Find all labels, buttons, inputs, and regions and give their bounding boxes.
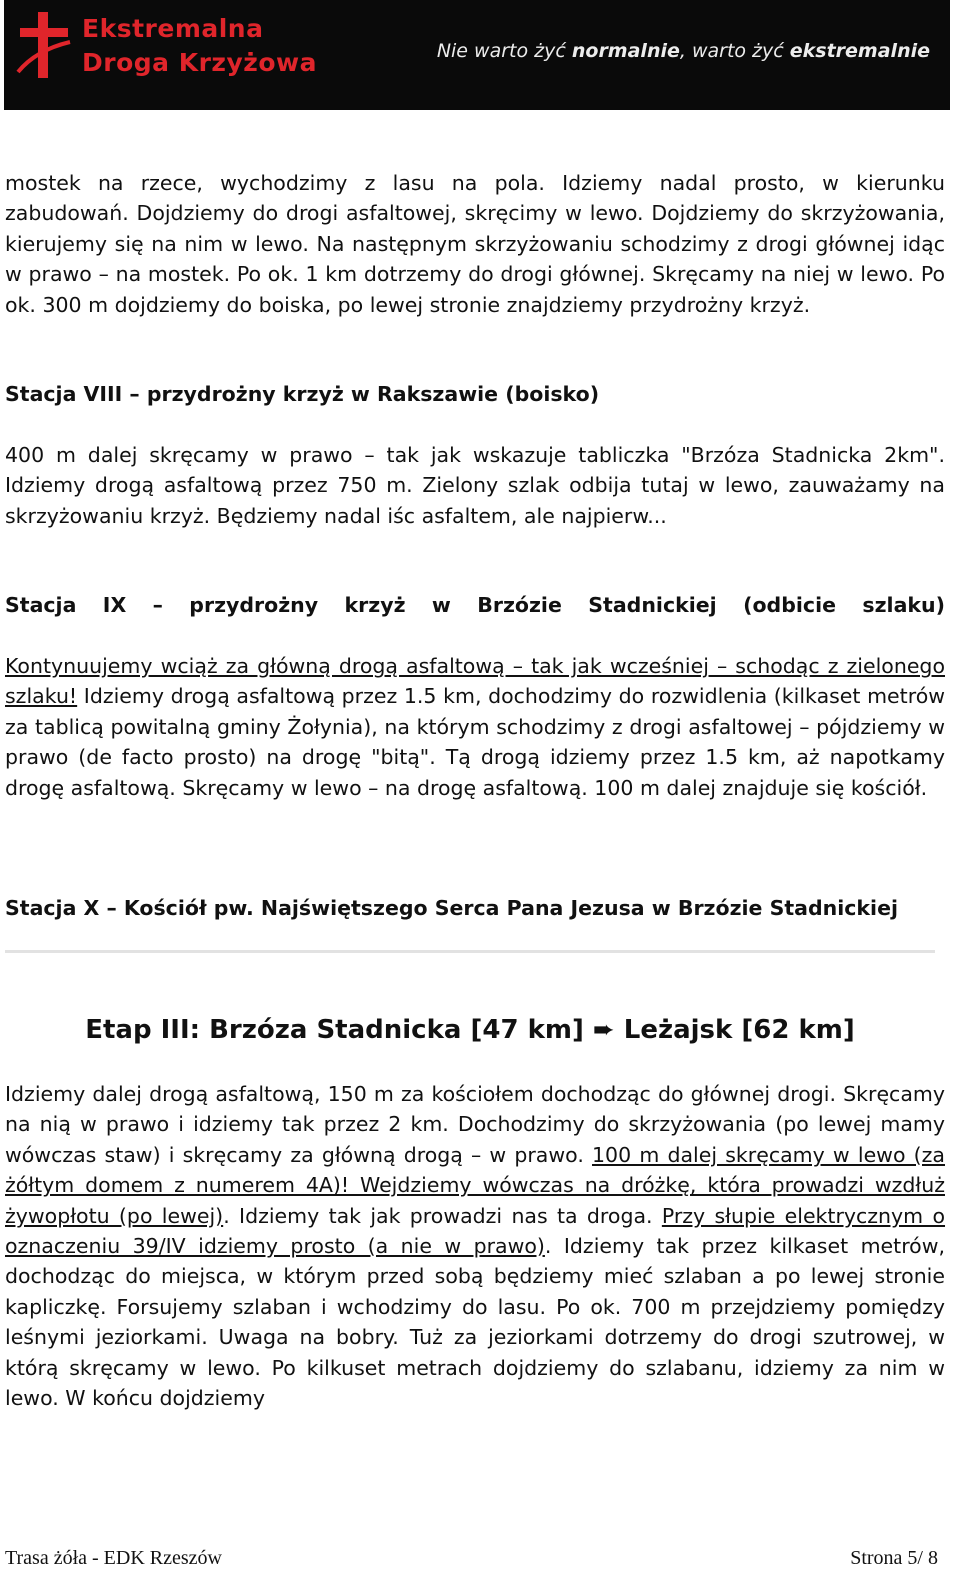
underlined-instruction: Kontynuujemy wciąż za główną drogą asfaltową – tak jak wcześniej – schodąc z zielonego szlaku! (5, 654, 945, 709)
logo-title-line2: Droga Krzyżowa (82, 48, 317, 77)
header-banner (4, 0, 950, 110)
heading-station-ix: Stacja IX – przydrożny krzyż w Brzózie Stadnickiej (odbicie szlaku) (5, 593, 945, 617)
paragraph-route-3: Kontynuujemy wciąż za główną drogą asfaltową – tak jak wcześniej – schodąc z zielonego szlaku! Idziemy drogą asfaltową przez 1.5 km, dochodzimy do rozwidlenia (kilkaset metrów za tablicą powitalną gminy Żołynia), na którym schodzimy z drogi asfaltowej – pójdziemy w prawo (de facto prosto) na drogę "bitą". Tą drogą idziemy przez 1.5 km, aż napotkamy drogę asfaltową. Skręcamy w lewo – na drogę asfaltową. 100 m dalej znajduje się kościół. (5, 654, 945, 800)
arrow-right-icon: ➨ (592, 1015, 615, 1045)
heading-station-viii: Stacja VIII – przydrożny krzyż w Rakszawie (boisko) (5, 382, 600, 406)
footer-document-title: Trasa żóła - EDK Rzeszów (5, 1547, 222, 1569)
footer-page-number: Strona 5/ 8 (850, 1547, 938, 1569)
logo-title-line1: Ekstremalna (82, 14, 264, 43)
cross-logo-icon (16, 12, 72, 78)
underlined-instruction: Przy słupie elektrycznym o oznaczeniu 39/IV idziemy prosto (a nie w prawo) (5, 1203, 946, 1259)
stage-heading: Etap III: Brzóza Stadnicka [47 km] ➨ Leżajsk [62 km] (85, 1015, 855, 1045)
section-divider (5, 950, 935, 953)
paragraph-route-4: Idziemy dalej drogą asfaltową, 150 m za kościołem dochodząc do głównej drogi. Skręcamy na nią w prawo i idziemy tak przez 2 km. Dochodzimy do skrzyżowania (po lewej mamy wówczas staw) i skręcamy za główną drogą – w prawo. 100 m dalej skręcamy w lewo (za żółtym domem z numerem 4A)! Wejdziemy wówczas na dróżkę, która prowadzi wzdłuż żywopłotu (po lewej). Idziemy tak jak prowadzi nas ta droga. Przy słupie elektrycznym o oznaczeniu 39/IV idziemy prosto (a nie w prawo). Idziemy tak przez kilkaset metrów, dochodząc do miejsca, w którym przed sobą będziemy mieć szlaban a po lewej stronie kapliczkę. Forsujemy szlaban i wchodzimy do lasu. Po ok. 700 m przejdziemy pomiędzy leśnymi jeziorkami. Uwaga na bobry. Tuż za jeziorkami dotrzemy do drogi szutrowej, w którą skręcamy w lewo. Po kilkuset metrach dojdziemy do szlabanu, idziemy za nim w lewo. W końcu dojdziemy (5, 1082, 946, 1411)
paragraph-route-2: 400 m dalej skręcamy w prawo – tak jak wskazuje tabliczka "Brzóza Stadnicka 2km". Idziemy drogą asfaltową przez 750 m. Zielony szlak odbija tutaj w lewo, zauważamy na skrzyżowaniu krzyż. Będziemy nadal iśc asfaltem, ale najpierw... (5, 443, 945, 528)
header-slogan: Nie warto żyć normalnie, warto żyć ekstremalnie (436, 40, 930, 62)
heading-station-x: Stacja X – Kościół pw. Najświętszego Serca Pana Jezusa w Brzózie Stadnickiej (5, 896, 899, 920)
paragraph-route-1: mostek na rzece, wychodzimy z lasu na pola. Idziemy nadal prosto, w kierunku zabudowań. Dojdziemy do drogi asfaltowej, skręcimy w lewo. Dojdziemy do skrzyżowania, kierujemy się na nim w lewo. Na następnym skrzyżowaniu schodzimy z drogi głównej idąc w prawo – na mostek. Po ok. 1 km dotrzemy do drogi głównej. Skręcamy na niej w lewo. Po ok. 300 m dojdziemy do boiska, po lewej stronie znajdziemy przydrożny krzyż. (5, 171, 945, 317)
underlined-instruction: 100 m dalej skręcamy w lewo (za żółtym domem z numerem 4A)! Wejdziemy wówczas na dróżkę, która prowadzi wzdłuż żywopłotu (po lewej) (5, 1142, 945, 1228)
